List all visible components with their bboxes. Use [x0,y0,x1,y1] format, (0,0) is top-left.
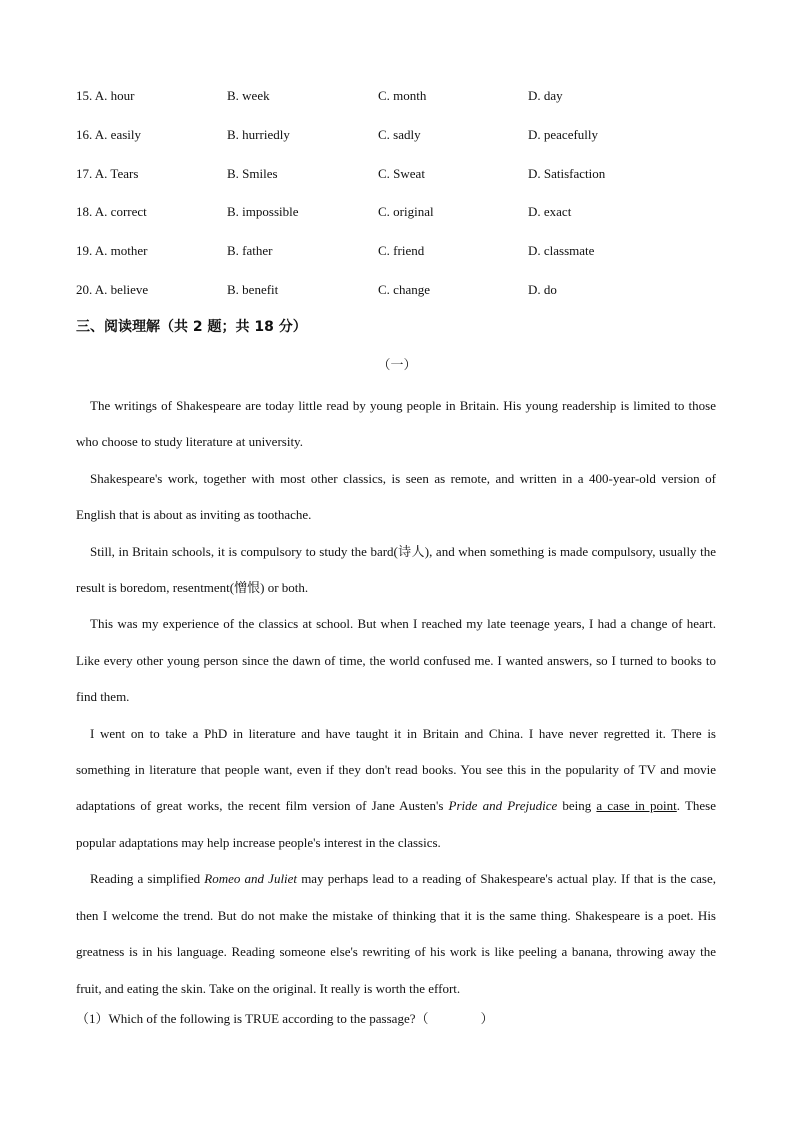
option-c: C. Sweat [378,166,425,181]
option-d: D. day [528,88,563,103]
option-a: 15. A. hour [76,88,135,103]
option-b: B. impossible [227,204,299,219]
paragraph-5-text-a: I went on to take a PhD in literature and have taught it in Britain and China. I have never regretted it. There is something in literature that people want, even if they don't read books. You see this in the popularity of TV and movie adaptations of great works, the recent film version of Jane Austen's [76,725,716,814]
option-b: B. benefit [227,282,279,297]
passage-number: （一） [377,357,417,372]
option-a: 19. A. mother [76,243,148,258]
option-row-17 [0,166,794,184]
paragraph-5-text-b: being [557,798,597,814]
question-1: （1）Which of the following is TRUE according to the passage?（ ） [76,1011,494,1026]
option-d: D. peacefully [528,127,599,142]
option-a: 16. A. easily [76,127,141,142]
option-row-16 [0,127,794,145]
option-c: C. original [378,204,434,219]
option-d: D. classmate [528,243,595,258]
option-d: D. exact [528,204,572,219]
paragraph-5 [76,716,716,862]
option-c: C. sadly [378,127,421,142]
option-row-20 [0,282,794,300]
option-a: 18. A. correct [76,204,147,219]
option-b: B. week [227,88,270,103]
paragraph-3: Still, in Britain schools, it is compulsory to study the bard(诗人), and when something is made compulsory, usually the result is boredom, resentment(憎恨) or both. [76,543,716,596]
option-b: B. father [227,243,273,258]
underlined-phrase: a case in point [596,798,677,814]
paragraph-1: The writings of Shakespeare are today little read by young people in Britain. His young readership is limited to those who choose to study literature at university. [76,398,716,450]
book-title-pride-and-prejudice: Pride and Prejudice [448,798,558,814]
option-b: B. Smiles [227,166,278,181]
paragraph-6-text-b: may perhaps lead to a reading of Shakespeare's actual play. If that is the case, then I welcome the trend. But do not make the mistake of thinking that it is the same thing. Shakespeare is a poet. His greatness is in his language. Reading someone else's rewriting of his work is like peeling a banana, throwing away the fruit, and eating the skin. Take on the original. It really is worth the effort. [76,871,716,996]
book-title-romeo-and-juliet: Romeo and Juliet [204,871,298,887]
option-d: D. do [528,282,557,297]
section-title: 三、阅读理解（共 2 题；共 18 分） [76,319,307,335]
option-d: D. Satisfaction [528,166,606,181]
paragraph-6-text-a: Reading a simplified [90,871,205,887]
option-a: 20. A. believe [76,282,149,297]
paragraph-4: This was my experience of the classics at school. But when I reached my late teenage years, I had a change of heart. Like every other young person since the dawn of time, the world confused me. I wanted answers, so I turned to books to find them. [76,616,716,705]
option-row-18 [0,204,794,222]
option-c: C. change [378,282,430,297]
option-c: C. month [378,88,427,103]
option-a: 17. A. Tears [76,166,139,181]
reading-passage [76,388,716,1007]
option-b: B. hurriedly [227,127,290,142]
option-row-19 [0,243,794,261]
option-c: C. friend [378,243,425,258]
option-row-15 [0,88,794,106]
paragraph-2: Shakespeare's work, together with most other classics, is seen as remote, and written in a 400-year-old version of English that is about as inviting as toothache. [76,470,716,523]
paragraph-5-text-c: . These popular adaptations may help increase people's interest in the classics. [76,798,716,850]
paragraph-6 [76,861,716,1007]
